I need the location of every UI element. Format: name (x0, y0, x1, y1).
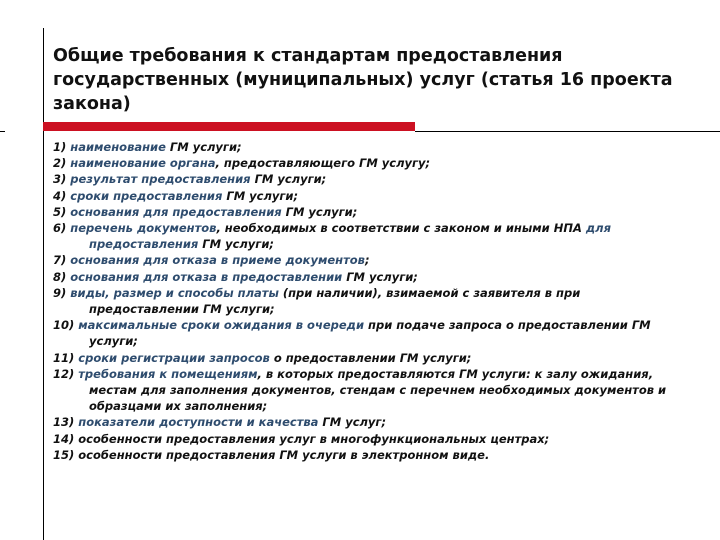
title-accent-bar (43, 122, 415, 131)
requirement-item (53, 220, 683, 252)
requirement-text: ГМ услуги; (198, 237, 274, 252)
requirement-text: ГМ услуги; (342, 269, 418, 284)
requirement-text: 10) (53, 318, 79, 333)
requirement-highlight-text: сроки предоставления (70, 188, 223, 203)
requirement-item (53, 366, 683, 415)
requirement-item (53, 171, 683, 187)
requirement-text: 3) (53, 172, 71, 187)
requirement-item (53, 188, 683, 204)
requirement-highlight-text: сроки регистрации запросов (78, 350, 270, 365)
requirement-text: ГМ услуги; (169, 140, 242, 154)
requirement-item (53, 414, 683, 430)
requirement-text: 12) (53, 366, 79, 381)
requirement-highlight-text: наименование (70, 140, 170, 154)
requirement-text: 8) (53, 269, 71, 284)
requirement-text: о предоставлении ГМ услуги; (269, 350, 472, 365)
requirement-text: 9) (53, 285, 71, 300)
requirement-text: 15) особенности предоставления ГМ услуги в электронном виде. (53, 447, 490, 462)
requirement-text: , необходимых в соответствии с законом и иными НПА (216, 221, 586, 236)
requirement-text: 2) (53, 156, 71, 171)
requirement-item (53, 447, 683, 463)
requirement-text: (при наличии), взимаемой с заявителя в при предоставлении ГМ услуги; (89, 285, 581, 317)
frame-left-tick (0, 131, 5, 132)
requirement-text: ГМ услуги; (250, 172, 327, 187)
requirement-highlight-text: показатели доступности и качества (78, 415, 319, 430)
requirement-text: ГМ услуги; (281, 204, 358, 219)
frame-vertical-line (43, 28, 44, 540)
requirement-item (53, 285, 683, 317)
requirement-item (53, 252, 683, 268)
requirement-highlight-text: основания для предоставления (70, 204, 282, 219)
requirement-text: , в которых предоставляются ГМ услуги: к залу ожидания, местам для заполнения документов, стендам с перечнем необходимых документов и образцами их заполнения; (89, 366, 667, 414)
requirement-highlight-text: основания для отказа в предоставлении (70, 269, 343, 284)
requirement-text: ГМ услуги; (222, 188, 299, 203)
slide-title: Общие требования к стандартам предоставления государственных (муниципальных) услуг (статья 16 проекта закона) (53, 46, 673, 114)
requirement-text: 4) (53, 188, 71, 203)
requirement-text: ; (364, 253, 370, 268)
requirement-text: 13) (53, 415, 79, 430)
requirement-item (53, 350, 683, 366)
requirement-item (53, 431, 683, 447)
requirement-item (53, 155, 683, 171)
requirement-text: 5) (53, 204, 71, 219)
requirement-text: 11) (53, 350, 79, 365)
requirement-item (53, 204, 683, 220)
requirement-item (53, 139, 683, 155)
requirement-highlight-text: для предоставления (89, 221, 611, 252)
title-rule-line (415, 131, 720, 132)
requirement-item (53, 269, 683, 285)
requirement-text: ГМ услуг; (318, 415, 387, 430)
requirement-text: 14) особенности предоставления услуг в многофункциональных центрах; (53, 431, 550, 446)
requirement-text: 1) (53, 140, 71, 154)
requirement-highlight-text: требования к помещениям (78, 366, 258, 381)
requirement-highlight-text: основания для отказа в приеме документов (70, 253, 365, 268)
requirement-highlight-text: максимальные сроки ожидания в очереди (78, 318, 365, 333)
requirement-text: 7) (53, 253, 71, 268)
requirement-text: , предоставляющего ГМ услугу; (215, 156, 431, 171)
requirement-highlight-text: наименование органа (70, 156, 216, 171)
requirement-highlight-text: виды, размер и способы платы (70, 285, 279, 300)
requirement-text: при подаче запроса о предоставлении ГМ услуги; (89, 318, 651, 349)
requirement-highlight-text: перечень документов (70, 221, 217, 236)
requirement-highlight-text: результат предоставления (70, 172, 251, 187)
requirement-text: 6) (53, 221, 71, 236)
requirement-item (53, 317, 683, 349)
requirements-list (53, 139, 683, 463)
